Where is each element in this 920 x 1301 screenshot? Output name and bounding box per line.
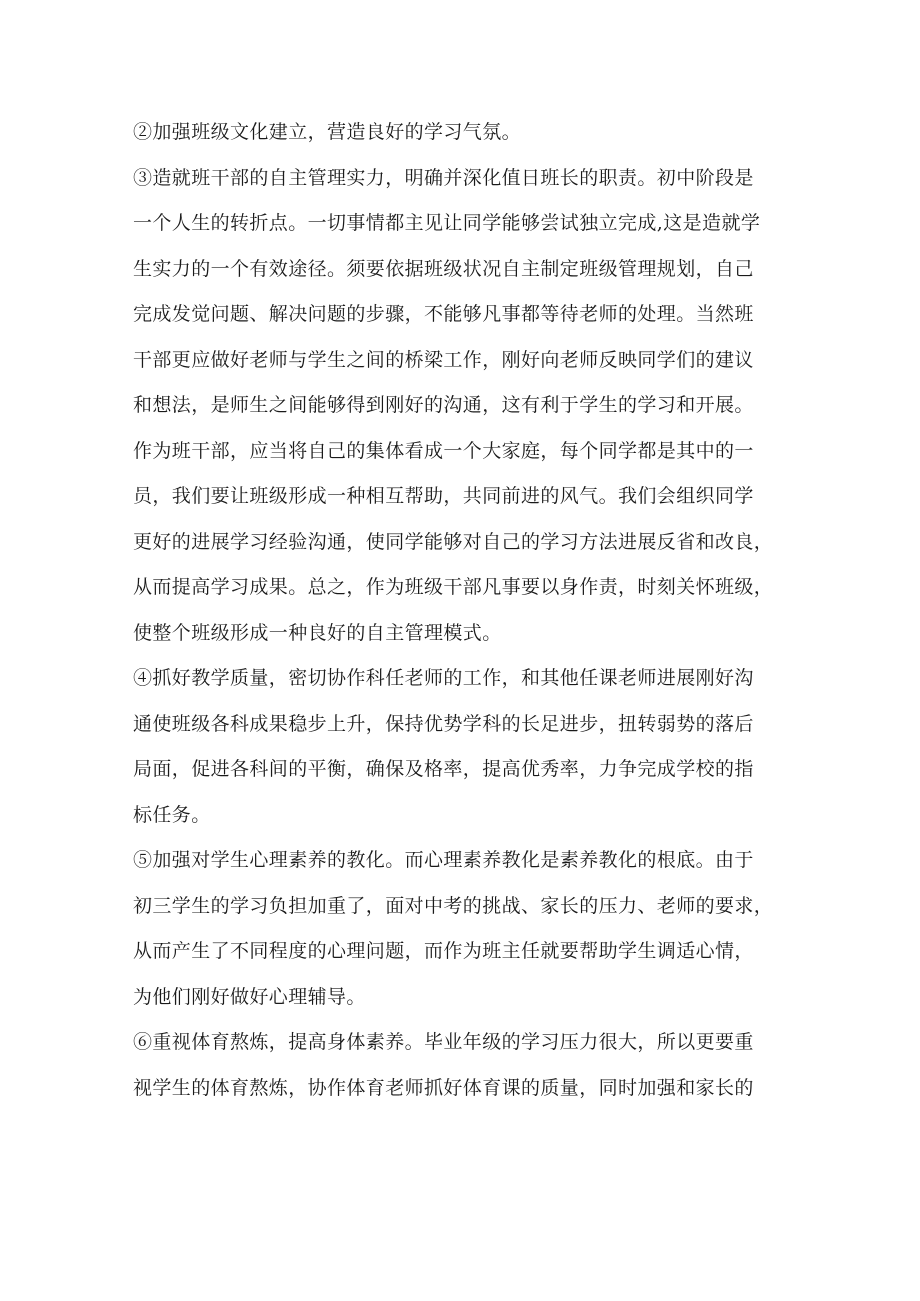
text-line: ⑥重视体育熬炼，提高身体素养。毕业年级的学习压力很大，所以更要重 xyxy=(133,1031,754,1053)
document-body xyxy=(133,110,793,1111)
text-line: 视学生的体育熬炼，协作体育老师抓好体育课的质量，同时加强和家长的 xyxy=(133,1076,754,1099)
text-line: 干部更应做好老师与学生之间的桥梁工作，刚好向老师反映同学们的建议 xyxy=(133,348,754,371)
text-line: 局面，促进各科间的平衡，确保及格率，提高优秀率，力争完成学校的指 xyxy=(133,758,754,780)
text-line: 为他们刚好做好心理辅导。 xyxy=(133,985,366,1008)
text-line: 从而产生了不同程度的心理问题，而作为班主任就要帮助学生调适心情， xyxy=(133,940,754,962)
paragraph-4 xyxy=(133,656,793,838)
paragraph-5 xyxy=(133,838,793,1020)
text-line: 初三学生的学习负担加重了，面对中考的挑战、家长的压力、老师的要求， xyxy=(133,894,774,917)
text-line: 完成发觉问题、解决问题的步骤，不能够凡事都等待老师的处理。当然班 xyxy=(133,303,754,325)
paragraph-2 xyxy=(133,110,793,156)
text-line: 更好的进展学习经验沟通，使同学能够对自己的学习方法进展反省和改良， xyxy=(133,530,774,553)
text-line: 和想法，是师生之间能够得到刚好的沟通，这有利于学生的学习和开展。 xyxy=(133,394,754,416)
text-line: ②加强班级文化建立，营造良好的学习气氛。 xyxy=(133,121,522,143)
text-line: 通使班级各科成果稳步上升，保持优势学科的长足进步，扭转弱势的落后 xyxy=(133,712,754,735)
text-line: ③造就班干部的自主管理实力，明确并深化值日班长的职责。初中阶段是 xyxy=(133,166,754,189)
paragraph-6 xyxy=(133,1020,793,1111)
text-line: ④抓好教学质量，密切协作科任老师的工作，和其他任课老师进展刚好沟 xyxy=(133,667,754,689)
text-line: 生实力的一个有效途径。须要依据班级状况自主制定班级管理规划，自己 xyxy=(133,257,754,280)
text-line: 员，我们要让班级形成一种相互帮助，共同前进的风气。我们会组织同学 xyxy=(133,485,754,507)
text-line: 标任务。 xyxy=(133,803,211,826)
text-line: ⑤加强对学生心理素养的教化。而心理素养教化是素养教化的根底。由于 xyxy=(133,849,754,871)
text-line: 使整个班级形成一种良好的自主管理模式。 xyxy=(133,621,502,644)
text-line: 一个人生的转折点。一切事情都主见让同学能够尝试独立完成,这是造就学 xyxy=(133,212,761,234)
text-line: 从而提高学习成果。总之，作为班级干部凡事要以身作责，时刻关怀班级， xyxy=(133,576,774,598)
paragraph-3 xyxy=(133,156,793,657)
text-line: 作为班干部，应当将自己的集体看成一个大家庭，每个同学都是其中的一 xyxy=(133,439,754,462)
